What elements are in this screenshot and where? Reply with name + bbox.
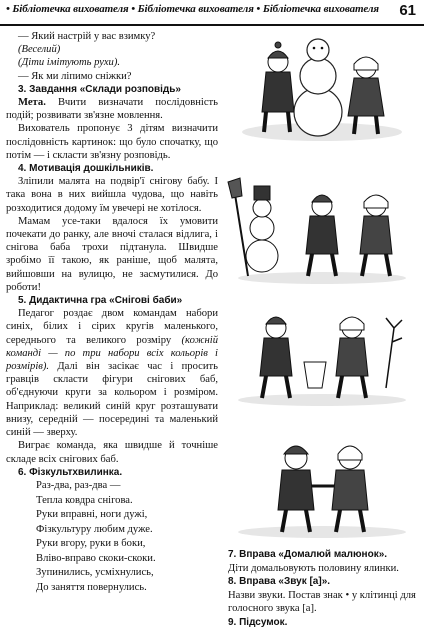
task-4-heading: 4. Мотивація дошкільників. xyxy=(18,163,154,175)
illustration-children-bucket xyxy=(226,298,418,408)
right-column xyxy=(228,548,420,630)
illustration-snowman-with-broom xyxy=(226,176,418,286)
poem xyxy=(6,479,218,596)
task-9-heading: 9. Підсумок. xyxy=(228,616,288,628)
task-7-text: Діти домальовують половину ялинки. xyxy=(228,562,399,574)
running-title: • Бібліотечка вихователя • Бібліотечка вихователя • Бібліотечка вихователя xyxy=(6,3,379,15)
task-8-heading: 8. Вправа «Звук [а]». xyxy=(228,576,331,588)
task-5-heading: 5. Дидактична гра «Снігові баби» xyxy=(18,295,183,307)
goal-text: Вчити визначати послідовність подій; розвивати зв'язне мовлення. xyxy=(6,97,218,122)
task-5-paragraph-1 xyxy=(6,307,218,439)
illustration-children-holding-hands xyxy=(226,430,418,540)
task-7-heading: 7. Вправа «Домалюй малюнок». xyxy=(228,549,388,560)
poem-line: До заняття повернулись. xyxy=(36,582,147,594)
poem-line: Руки вгору, руки в боки, xyxy=(36,538,146,550)
poem-line: Тепла ковдра снігова. xyxy=(36,494,133,506)
task-5-paragraph-2: Виграє команда, яка швидше й точніше складе всіх снігових баб. xyxy=(6,440,218,465)
page-number: 61 xyxy=(399,2,416,19)
illustration-children-snowman xyxy=(226,32,418,144)
dialog-line: — Як ми ліпимо сніжки? xyxy=(18,70,132,82)
poem-line: Фізкультуру любим дуже. xyxy=(36,523,153,535)
poem-line: Раз-два, раз-два — xyxy=(36,479,121,491)
dialog-note: (Діти імітують рухи). xyxy=(18,57,121,69)
task-5-text-b: Далі він засікає час і просить гравців скласти фігури снігових баб, об'єднуючи круги за кольором і розміром. Наприклад: великий синій круг розташувати внизу, середній — посередині та маленький синій — зверху. xyxy=(6,361,218,439)
task-4-paragraph-1: Зліпили малята на подвір'ї снігову бабу. І така вона в них вийшла чудова, що навіть розходитися додому їм увечері не хотілося. xyxy=(6,176,218,214)
dialog-line: — Який настрій у вас взимку? xyxy=(18,31,156,42)
goal-label: Мета. xyxy=(18,97,46,109)
poem-line: Зупинились, усміхнулись, xyxy=(36,567,154,579)
poem-line: Вліво-вправо скоки-скоки. xyxy=(36,552,156,564)
task-4-paragraph-2: Мамам усе-таки вдалося їх умовити почекати до ранку, але вночі сталася відлига, і снігова баба трохи підтанула. Швидше зробімо її такою, як раніше, щоб малята, вийшовши на вулицю, не засмутилися. До роботи! xyxy=(6,215,218,293)
goal-paragraph xyxy=(6,96,218,122)
task-5-text-a: Педагог роздає двом командам набори синіх, білих і сірих кругів маленького, середнього та великого розміру xyxy=(6,308,218,346)
task-8-text: Назви звуки. Постав знак • у клітинці для голосного звука [а]. xyxy=(228,589,416,615)
left-column xyxy=(6,30,218,596)
task-6-heading: 6. Фізкультхвилинка. xyxy=(18,466,123,478)
poem-line: Руки вправні, ноги дужі, xyxy=(36,509,148,521)
task-3-text: Вихователь пропонує 3 дітям визначити послідовність картинок: що було спочатку, що потім — і скласти зв'язну розповідь. xyxy=(6,123,218,161)
page-header xyxy=(0,0,424,26)
task-5-text-italic: (кожній команді — по три набори всіх кольорів і розмірів). xyxy=(6,334,218,373)
task-3-heading: 3. Завдання «Склади розповідь» xyxy=(18,83,181,95)
dialog-answer: (Веселий) xyxy=(18,44,61,56)
